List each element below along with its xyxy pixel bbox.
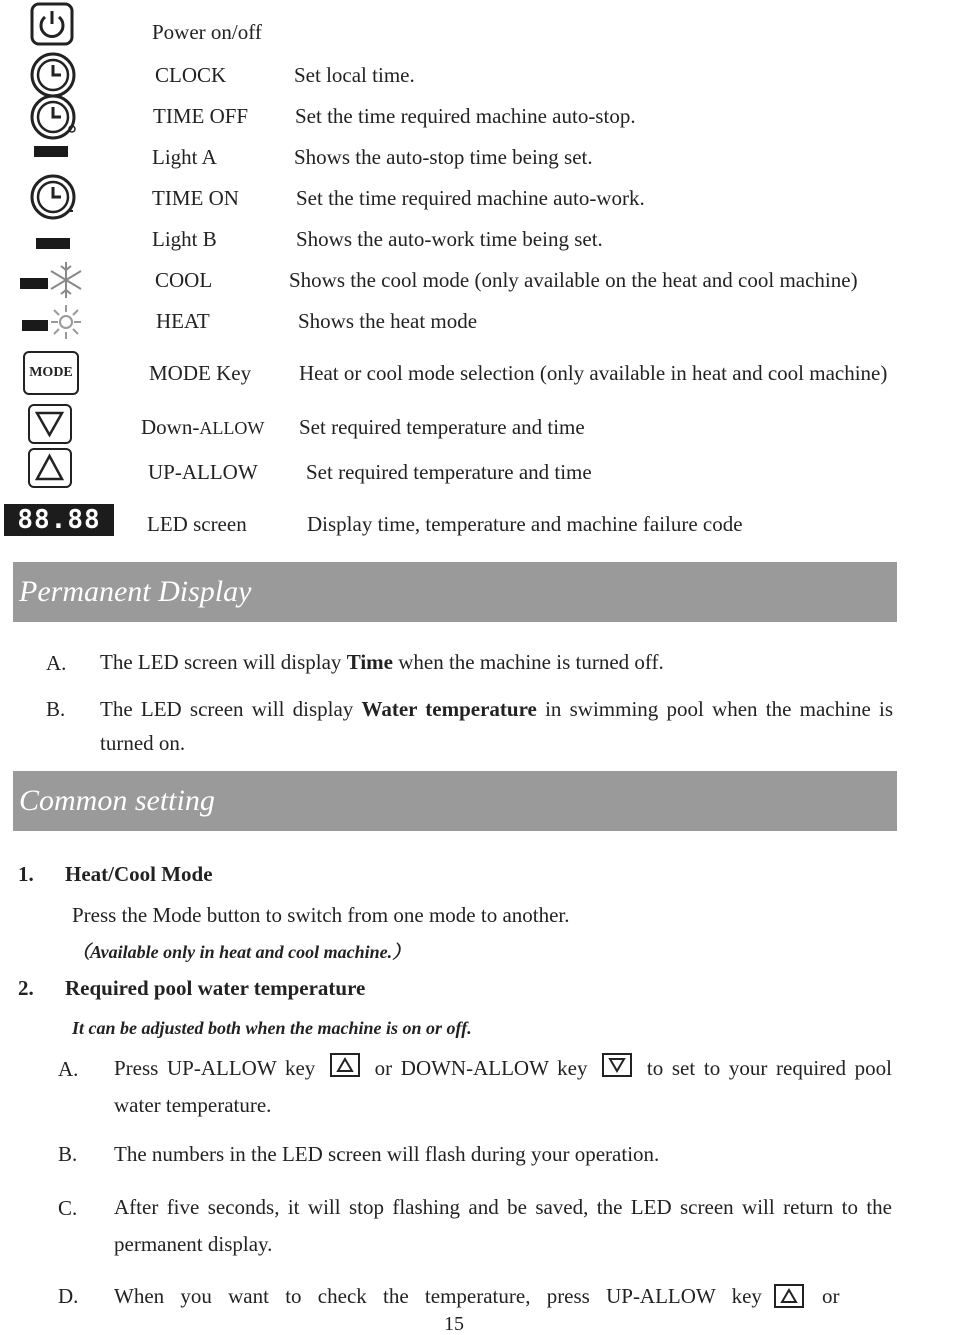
legend-desc-mode: Heat or cool mode selection (only available in heat and cool machine) xyxy=(299,361,888,385)
permanent-item-a-pre: The LED screen will display xyxy=(100,650,347,674)
common-setting-heading: Common setting xyxy=(13,771,897,831)
legend-name-light-a: Light A xyxy=(152,145,217,169)
down-arrow-icon xyxy=(28,404,72,444)
time-on-icon xyxy=(26,174,80,220)
legend-desc-down: Set required temperature and time xyxy=(299,415,585,439)
legend-name-time-off: TIME OFF xyxy=(153,104,249,128)
legend-name-time-on: TIME ON xyxy=(152,186,239,210)
section-2-note: It can be adjusted both when the machine is on or off. xyxy=(72,1018,472,1038)
legend-desc-led: Display time, temperature and machine failure code xyxy=(307,512,743,536)
up-arrow-icon xyxy=(28,448,72,488)
power-icon xyxy=(30,2,74,46)
step-a-part1: Press UP-ALLOW key xyxy=(114,1056,316,1080)
snowflake-icon xyxy=(48,260,84,300)
permanent-item-a-bold: Time xyxy=(346,650,393,674)
section-2-number: 2. xyxy=(18,976,34,1000)
legend-desc-light-a: Shows the auto-stop time being set. xyxy=(294,145,593,169)
section-1-text: Press the Mode button to switch from one mode to another. xyxy=(72,903,570,927)
legend-desc-light-b: Shows the auto-work time being set. xyxy=(296,227,603,251)
permanent-item-a xyxy=(100,645,895,679)
step-b-text: The numbers in the LED screen will flash during your operation. xyxy=(114,1142,660,1166)
permanent-display-heading: Permanent Display xyxy=(13,562,897,622)
light-b-indicator-icon xyxy=(36,238,70,249)
legend-desc-time-off: Set the time required machine auto-stop. xyxy=(295,104,636,128)
legend-name-down-suffix: ALLOW xyxy=(199,418,265,438)
section-1-number: 1. xyxy=(18,862,34,886)
section-1-heading: Heat/Cool Mode xyxy=(65,862,213,886)
page-number: 15 xyxy=(444,1313,464,1335)
clock-icon xyxy=(26,52,80,98)
step-a-part2: or DOWN-ALLOW key xyxy=(374,1056,588,1080)
legend-desc-time-on: Set the time required machine auto-work. xyxy=(296,186,645,210)
step-a-letter: A. xyxy=(58,1057,79,1081)
legend-name-mode: MODE Key xyxy=(149,361,252,385)
step-d-text xyxy=(114,1284,894,1308)
up-key-inline-icon xyxy=(330,1053,360,1077)
step-c-text: After five seconds, it will stop flashing and be saved, the LED screen will return to the permanent display. xyxy=(114,1195,892,1256)
cool-indicator-icon xyxy=(20,278,48,289)
down-key-inline-icon xyxy=(602,1053,632,1077)
up-key-inline-icon-2 xyxy=(774,1284,804,1308)
legend-name-heat: HEAT xyxy=(156,309,210,333)
step-a-text xyxy=(114,1050,892,1124)
legend-name-led: LED screen xyxy=(147,512,247,536)
permanent-item-b-letter: B. xyxy=(46,697,66,721)
permanent-item-a-post: when the machine is turned off. xyxy=(392,650,664,674)
legend-name-down-prefix: Down- xyxy=(141,415,200,439)
step-d-part2: or xyxy=(821,1283,840,1308)
legend-name-light-b: Light B xyxy=(152,227,217,251)
section-2-heading: Required pool water temperature xyxy=(65,976,366,1000)
heat-indicator-icon xyxy=(22,320,48,331)
permanent-item-b xyxy=(100,692,893,760)
legend-name-down xyxy=(141,417,264,438)
legend-desc-heat: Shows the heat mode xyxy=(298,309,478,333)
legend-desc-clock: Set local time. xyxy=(294,63,415,87)
legend-desc-up: Set required temperature and time xyxy=(306,460,592,484)
step-b-letter: B. xyxy=(58,1142,78,1166)
permanent-item-b-post: in swimming pool when the machine is turned on. xyxy=(100,697,893,755)
step-a-part3: to set to your required pool water temperature. xyxy=(114,1056,892,1117)
legend-desc-cool: Shows the cool mode (only available on the heat and cool machine) xyxy=(289,268,858,292)
permanent-item-b-bold: Water temperature xyxy=(361,697,537,721)
mode-key-label: MODE xyxy=(29,365,73,380)
sun-icon xyxy=(48,302,84,342)
time-off-icon xyxy=(26,94,80,140)
legend-name-up: UP-ALLOW xyxy=(148,460,258,484)
legend-name-power: Power on/off xyxy=(152,20,262,44)
legend-name-cool: COOL xyxy=(155,268,213,292)
step-c-letter: C. xyxy=(58,1196,78,1220)
permanent-item-a-letter: A. xyxy=(46,651,67,675)
step-d-part1: When you want to check the temperature, press UP-ALLOW key xyxy=(114,1283,762,1308)
light-a-indicator-icon xyxy=(34,146,68,157)
led-screen-icon: 88.88 xyxy=(4,504,114,536)
legend-name-clock: CLOCK xyxy=(155,63,227,87)
section-1-note: （Available only in heat and cool machine.） xyxy=(72,942,411,962)
step-d-letter: D. xyxy=(58,1284,79,1308)
mode-key-icon xyxy=(23,351,79,395)
permanent-item-b-pre: The LED screen will display xyxy=(100,697,362,721)
